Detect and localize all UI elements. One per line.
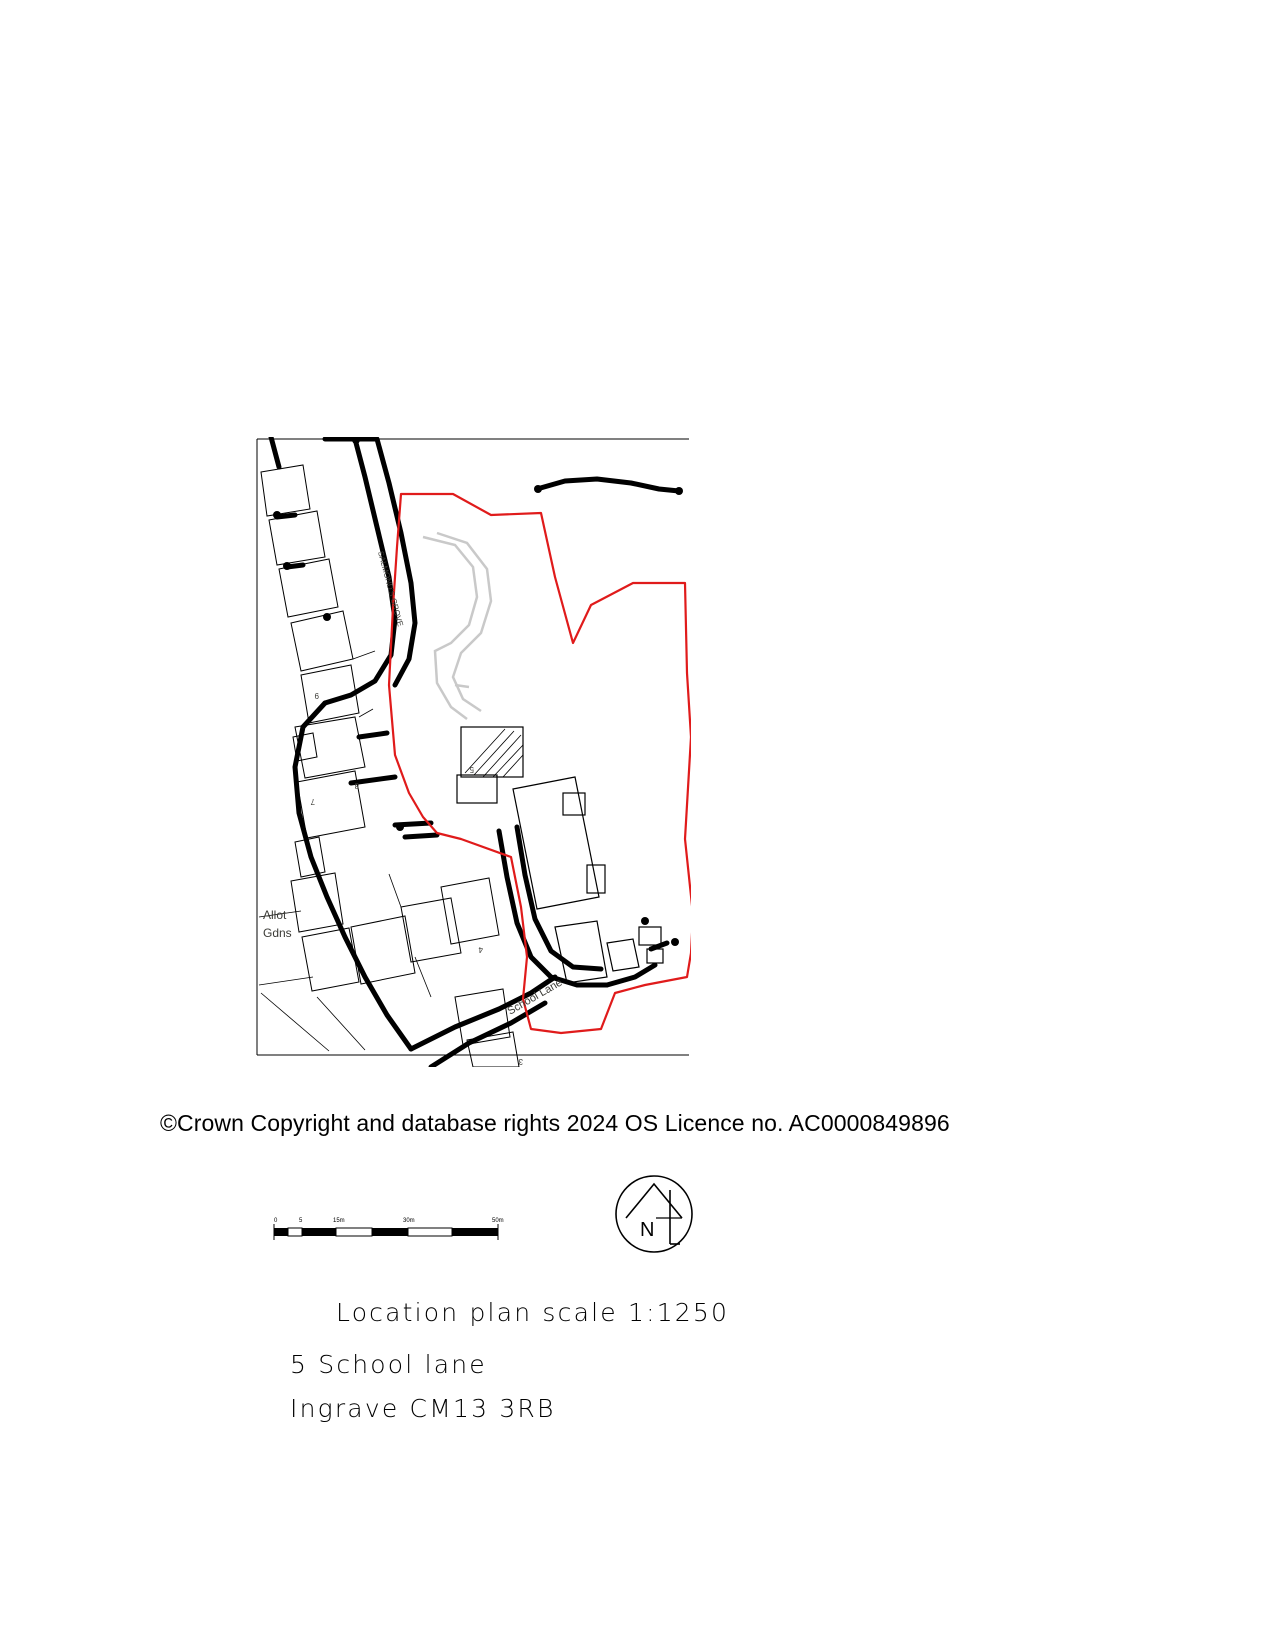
scale-tick-50m: 50m: [492, 1218, 504, 1224]
map-label-house-3: 3: [518, 1057, 523, 1066]
north-arrow-letter: N: [640, 1219, 655, 1241]
scale-tick-15m: 15m: [333, 1218, 345, 1224]
scale-bar-blocks: [274, 1224, 498, 1240]
scale-tick-30m: 30m: [403, 1218, 415, 1224]
address-line-2: Ingrave CM13 3RB: [290, 1394, 556, 1423]
plan-title: Location plan scale 1:1250: [336, 1298, 730, 1327]
map-label-house-5: 5: [469, 765, 474, 774]
scale-tick-5: 5: [299, 1218, 303, 1224]
map-label-allot: Allot: [263, 908, 287, 922]
north-arrow: [612, 1172, 696, 1256]
map-label-house-8: 8: [354, 781, 359, 790]
map-label-gdns: Gdns: [263, 926, 292, 940]
map-label-house-9: 9: [314, 691, 319, 700]
address-line-1: 5 School lane: [290, 1350, 487, 1379]
scale-bar: [270, 1212, 510, 1256]
scale-tick-0: 0: [274, 1218, 278, 1224]
location-plan-map: [255, 437, 691, 1067]
north-arrow-chevron: [626, 1184, 682, 1218]
map-label-school-lane: School Lane: [505, 976, 565, 1018]
map-label-house-4: 4: [478, 945, 483, 954]
copyright-notice: ©Crown Copyright and database rights 2024 OS Licence no. AC0000849896: [160, 1110, 950, 1136]
map-label-salmonds-grove: SALMOND'S GROVE: [376, 550, 405, 628]
map-label-house-7: 7: [310, 797, 315, 806]
